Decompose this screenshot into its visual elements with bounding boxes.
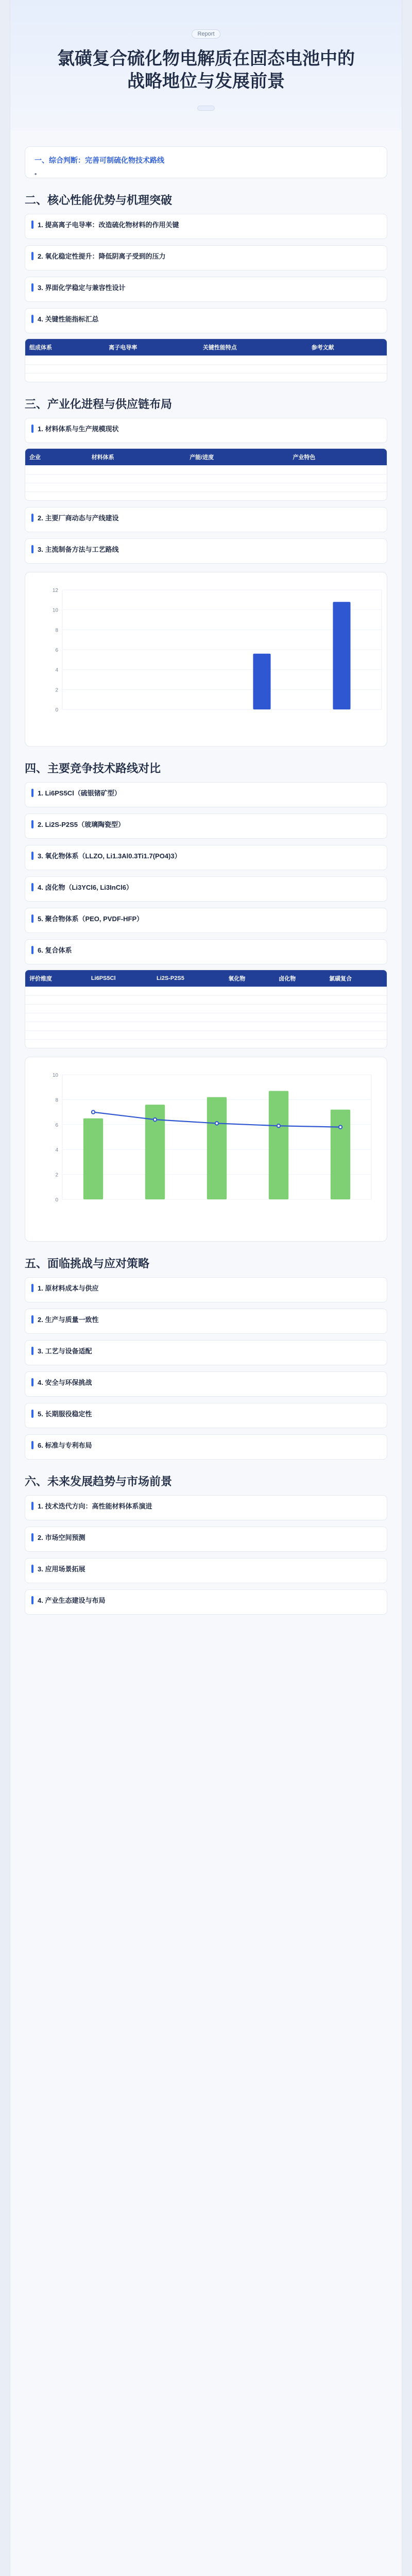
subsection-label: 2. 生产与质量一致性 [38, 1316, 99, 1324]
y-tick-label: 4 [55, 1147, 58, 1154]
table-row [25, 1040, 387, 1048]
document-page [10, 0, 402, 2576]
y-tick-label: 6 [55, 648, 58, 653]
table-cell [274, 1040, 325, 1048]
chart-card-2 [25, 1057, 387, 1242]
table-cell [25, 356, 105, 365]
abstract-card [25, 146, 387, 178]
subsection-label: 4. 卤化物（Li3YCl6, Li3InCl6） [38, 884, 133, 891]
y-tick-label: 6 [55, 1122, 58, 1128]
accent-bar [31, 1502, 33, 1510]
table-row [25, 996, 387, 1005]
subsection-label: 4. 产业生态建设与布局 [38, 1597, 106, 1604]
table-cell [87, 1005, 152, 1013]
table-cell [105, 374, 199, 382]
subsection-card [25, 1527, 387, 1552]
subsection-label: 3. 应用场景拓展 [38, 1565, 85, 1573]
table-cell [88, 492, 186, 501]
accent-bar [31, 545, 33, 553]
subsection-card [25, 1371, 387, 1397]
subsection-title [31, 788, 381, 798]
y-tick-label: 10 [52, 1073, 58, 1078]
table-cell [288, 466, 387, 474]
title-line-2: 战略地位与发展前景 [127, 72, 285, 91]
spacer [25, 1620, 387, 1628]
table-cell [224, 1013, 274, 1022]
accent-bar [31, 914, 33, 923]
date-pill [197, 106, 215, 111]
table-cell [325, 987, 387, 996]
subsection-label: 5. 聚合物体系（PEO, PVDF-HFP） [38, 915, 144, 923]
table-cell [152, 1040, 224, 1048]
table-header: Li6PS5Cl [87, 970, 152, 987]
bar [269, 1091, 288, 1199]
y-tick-label: 8 [55, 628, 58, 634]
bar [83, 1118, 103, 1199]
subsection-title [31, 251, 381, 261]
line-point [339, 1125, 342, 1128]
table-cell [307, 356, 387, 365]
bar [253, 654, 270, 709]
table-row [25, 1031, 387, 1040]
table-cell [185, 474, 288, 483]
table-cell [224, 1040, 274, 1048]
table-cell [325, 1031, 387, 1040]
table-cell [25, 474, 88, 483]
subsection-card [25, 1589, 387, 1615]
table-header: 卤化物 [274, 970, 325, 987]
subsection-card [25, 214, 387, 239]
chart-card-1 [25, 572, 387, 747]
accent-bar [31, 1565, 33, 1573]
table-cell [25, 492, 88, 501]
table-cell [325, 1013, 387, 1022]
table-cell [224, 996, 274, 1005]
table-cell [199, 374, 307, 382]
subsection-title [31, 851, 381, 860]
accent-bar [31, 514, 33, 522]
table-cell [224, 987, 274, 996]
table-cell [105, 365, 199, 374]
table-row [25, 356, 387, 365]
table-header: 组成体系 [25, 339, 105, 356]
line-point [92, 1110, 95, 1113]
subsection-label: 4. 安全与环保挑战 [38, 1379, 92, 1386]
document-header [10, 0, 402, 131]
subsection-title [31, 1440, 381, 1450]
subsection-title [31, 1283, 381, 1293]
page-title [31, 48, 381, 93]
subsection-card [25, 507, 387, 532]
table-cell [224, 1031, 274, 1040]
subsection-label: 1. 原材料成本与供应 [38, 1284, 99, 1292]
subsection-card [25, 418, 387, 443]
table-cell [307, 374, 387, 382]
combo-chart [31, 1065, 392, 1230]
table-cell [185, 466, 288, 474]
line-point [277, 1124, 280, 1127]
table-cell [25, 1040, 87, 1048]
table-cell [152, 1031, 224, 1040]
comparison-table [25, 970, 387, 1048]
table-cell [25, 374, 105, 382]
y-tick-label: 2 [55, 687, 58, 693]
table-row [25, 1022, 387, 1031]
table-cell [288, 483, 387, 492]
subsection-label: 2. 市场空间预测 [38, 1534, 85, 1541]
subsection-title [31, 282, 381, 292]
y-tick-label: 12 [52, 588, 58, 594]
subsection-label: 1. 技术迭代方向：高性能材料体系演进 [38, 1502, 152, 1510]
table-cell [25, 365, 105, 374]
section-title: 六、未来发展趋势与市场前景 [25, 1475, 173, 1488]
subsection-title [31, 219, 381, 229]
table-cell [152, 1005, 224, 1013]
table-cell [307, 365, 387, 374]
subsection-label: 4. 关键性能指标汇总 [38, 315, 99, 323]
accent-bar [31, 946, 33, 954]
subsection-card [25, 782, 387, 807]
subsection-label: 1. 材料体系与生产规模现状 [38, 425, 119, 433]
table-cell [274, 1013, 325, 1022]
table-header: 关键性能特点 [199, 339, 307, 356]
table-cell [25, 1005, 87, 1013]
subsection-title [31, 882, 381, 892]
table-header: 氯磺复合 [325, 970, 387, 987]
table-row [25, 987, 387, 996]
bar [207, 1097, 227, 1199]
subsection-label: 3. 工艺与设备适配 [38, 1347, 92, 1355]
bar [331, 1110, 350, 1199]
subsection-title [31, 423, 381, 433]
table-row [25, 1013, 387, 1022]
industry-table [25, 448, 387, 501]
abstract-heading: 一、综合判断：完善可制硫化物技术路线 [35, 156, 164, 164]
table-cell [87, 1031, 152, 1040]
table-cell [25, 1031, 87, 1040]
bar-chart [31, 581, 392, 735]
table-cell [152, 996, 224, 1005]
table-row [25, 374, 387, 382]
table-cell [325, 996, 387, 1005]
section-title: 二、核心性能优势与机理突破 [25, 194, 173, 207]
table-cell [199, 356, 307, 365]
table-cell [152, 987, 224, 996]
subsection-card [25, 308, 387, 333]
subsection-label: 6. 复合体系 [38, 946, 72, 954]
table-cell [87, 1022, 152, 1031]
accent-bar [31, 1347, 33, 1355]
accent-bar [31, 315, 33, 323]
subsection-card [25, 908, 387, 933]
table-header: 材料体系 [88, 449, 186, 466]
table-cell [25, 1013, 87, 1022]
y-tick-label: 8 [55, 1097, 58, 1104]
table-cell [325, 1005, 387, 1013]
table-cell [274, 1022, 325, 1031]
line-point [215, 1122, 218, 1125]
table-cell [88, 474, 186, 483]
accent-bar [31, 1596, 33, 1604]
table-row [25, 365, 387, 374]
table-cell [325, 1022, 387, 1031]
subsection-label: 1. 提高离子电导率：改造硫化物材料的作用关键 [38, 221, 179, 229]
accent-bar [31, 1410, 33, 1418]
subsection-title [31, 1532, 381, 1542]
accent-bar [31, 252, 33, 260]
table-cell [25, 483, 88, 492]
table-cell [288, 474, 387, 483]
table-cell [87, 987, 152, 996]
table-cell [25, 996, 87, 1005]
table-cell [88, 483, 186, 492]
subsection-label: 3. 界面化学稳定与兼容性设计 [38, 284, 126, 292]
subsection-title [31, 913, 381, 923]
subsection-title [31, 945, 381, 955]
table-cell [185, 483, 288, 492]
accent-bar [31, 283, 33, 292]
subsection-card [25, 1495, 387, 1520]
table-row [25, 483, 387, 492]
table-header: Li2S-P2S5 [152, 970, 224, 987]
accent-bar [31, 1284, 33, 1292]
subsection-card [25, 939, 387, 964]
line-point [153, 1118, 157, 1121]
accent-bar [31, 852, 33, 860]
bar [333, 602, 350, 709]
table-cell [274, 1031, 325, 1040]
table-cell [152, 1013, 224, 1022]
table-cell [325, 1040, 387, 1048]
subsection-title [31, 1377, 381, 1387]
table-cell [152, 1022, 224, 1031]
accent-bar [31, 221, 33, 229]
section-title: 四、主要竞争技术路线对比 [25, 762, 161, 775]
section-title: 五、面临挑战与应对策略 [25, 1257, 150, 1270]
table-header: 离子电导率 [105, 339, 199, 356]
subsection-label: 6. 标准与专利布局 [38, 1442, 92, 1449]
accent-bar [31, 883, 33, 891]
table-row [25, 1005, 387, 1013]
table-cell [224, 1005, 274, 1013]
subsection-label: 3. 主流制备方法与工艺路线 [38, 546, 119, 553]
subsection-label: 2. 主要厂商动态与产线建设 [38, 514, 119, 522]
y-tick-label: 4 [55, 667, 58, 673]
table-cell [199, 365, 307, 374]
subsection-label: 3. 氧化物体系（LLZO, Li1.3Al0.3Ti1.7(PO4)3） [38, 852, 181, 860]
accent-bar [31, 1533, 33, 1541]
table-cell [274, 987, 325, 996]
accent-bar [31, 1441, 33, 1449]
subsection-label: 5. 长期服役稳定性 [38, 1410, 92, 1418]
table-cell [25, 987, 87, 996]
subsection-label: 2. 氧化稳定性提升：降低阴离子受到的压力 [38, 252, 166, 260]
title-line-1: 氯磺复合硫化物电解质在固态电池中的 [57, 49, 355, 69]
subsection-title [31, 1314, 381, 1324]
table-row [25, 492, 387, 501]
table-row [25, 466, 387, 474]
subsection-card [25, 845, 387, 870]
table-cell [25, 1022, 87, 1031]
subsection-label: 2. Li2S-P2S5（玻璃陶瓷型） [38, 821, 125, 828]
subsection-title [31, 1501, 381, 1511]
accent-bar [31, 820, 33, 828]
table-cell [224, 1022, 274, 1031]
subsection-title [31, 1595, 381, 1605]
table-row [25, 474, 387, 483]
table-header: 企业 [25, 449, 88, 466]
subsection-card [25, 876, 387, 902]
subsection-card [25, 1340, 387, 1365]
table-cell [185, 492, 288, 501]
table-cell [25, 466, 88, 474]
document-content [10, 131, 402, 1643]
table-header: 产业特色 [288, 449, 387, 466]
table-header: 产能/进度 [185, 449, 288, 466]
table-cell [88, 466, 186, 474]
subsection-card [25, 277, 387, 302]
accent-bar [31, 425, 33, 433]
table-cell [87, 1013, 152, 1022]
table-cell [105, 356, 199, 365]
table-header: 氧化物 [224, 970, 274, 987]
subsection-card [25, 1558, 387, 1583]
section-title: 三、产业化进程与供应链布局 [25, 398, 173, 411]
accent-bar [31, 789, 33, 797]
subsection-card [25, 1277, 387, 1302]
table-header: 评价维度 [25, 970, 87, 987]
subsection-card [25, 1309, 387, 1334]
y-tick-label: 0 [55, 1197, 58, 1203]
subsection-card [25, 814, 387, 839]
subsection-card [25, 245, 387, 270]
y-tick-label: 10 [52, 607, 58, 614]
accent-bar [31, 1315, 33, 1324]
table-cell [288, 492, 387, 501]
table-cell [274, 1005, 325, 1013]
subsection-title [31, 819, 381, 829]
subsection-title [31, 1409, 381, 1418]
subsection-title [31, 1564, 381, 1573]
table-cell [274, 996, 325, 1005]
metrics-table [25, 338, 387, 382]
subsection-card [25, 1403, 387, 1428]
subsection-title [31, 544, 381, 554]
table-cell [87, 1040, 152, 1048]
subsection-title [31, 1346, 381, 1355]
y-tick-label: 0 [55, 707, 58, 713]
subsection-card [25, 538, 387, 564]
subsection-title [31, 314, 381, 324]
table-cell [87, 996, 152, 1005]
subsection-title [31, 513, 381, 522]
accent-bar [31, 1378, 33, 1386]
kicker-tag: Report [192, 29, 220, 39]
subsection-card [25, 1434, 387, 1460]
subsection-label: 1. Li6PS5Cl（硫银锗矿型） [38, 789, 121, 797]
y-tick-label: 2 [55, 1172, 58, 1178]
table-header: 参考文献 [307, 339, 387, 356]
